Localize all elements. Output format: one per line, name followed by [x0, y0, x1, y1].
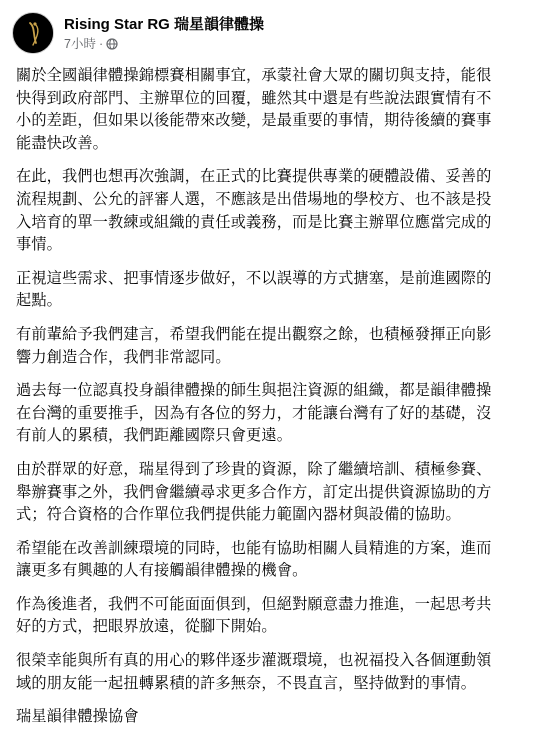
post-paragraph: [16, 593, 528, 638]
page-name[interactable]: Rising Star RG 瑞星韻律體操: [64, 15, 265, 33]
paragraph-line: 式；符合資格的合作單位我們提供能力範圍內器材與設備的協助。: [16, 505, 461, 524]
paragraph-line: 舉辦賽事之外，我們會繼續尋求更多合作方，訂定出提供資源協助的方: [16, 482, 492, 501]
globe-icon[interactable]: [106, 38, 118, 50]
paragraph-line: 由於群眾的好意，瑞星得到了珍貴的資源，除了繼續培訓、積極參賽、: [16, 459, 492, 478]
post-header: [12, 10, 528, 56]
paragraph-line: 作為後進者，我們不可能面面俱到，但絕對願意盡力推進，一起思考共: [16, 594, 492, 613]
paragraph-line: 快得到政府部門、主辦單位的回覆，雖然其中還是有些說法跟實情有不: [16, 88, 492, 107]
paragraph-line: 事情。: [16, 235, 63, 254]
paragraph-line: 流程規劃、公允的評審人選，不應該是出借場地的學校方、也不該是投: [16, 189, 492, 208]
paragraph-line: 起點。: [16, 291, 63, 310]
meta-separator: ·: [98, 36, 104, 51]
paragraph-line: 能盡快改善。: [16, 133, 109, 152]
paragraph-line: 希望能在改善訓練環境的同時，也能有協助相關人員精進的方案，進而: [16, 538, 492, 557]
post-paragraph: [16, 649, 528, 694]
paragraph-line: 瑞星韻律體操協會: [16, 707, 139, 726]
post-paragraph: [16, 537, 528, 582]
gymnast-logo-icon: [13, 13, 54, 54]
post-meta: [64, 36, 264, 52]
paragraph-line: 正視這些需求、把事情逐步做好，不以誤導的方式搪塞，是前進國際的: [16, 268, 492, 287]
post-timestamp[interactable]: 7小時: [64, 36, 96, 51]
paragraph-line: 有前人的累積，我們距離國際只會更遠。: [16, 426, 293, 445]
paragraph-line: 有前輩給予我們建言，希望我們能在提出觀察之餘，也積極發揮正向影: [16, 324, 492, 343]
paragraph-line: 域的朋友能一起扭轉累積的許多無奈，不畏直言，堅持做對的事情。: [16, 673, 477, 692]
post-paragraph: [16, 458, 528, 526]
post-paragraph: [16, 64, 528, 154]
post-body: [16, 64, 528, 739]
paragraph-line: 過去每一位認真投身韻律體操的師生與挹注資源的組織，都是韻律體操: [16, 381, 492, 400]
paragraph-line: 小的差距，但如果以後能帶來改變，是最重要的事情，期待後續的賽事: [16, 111, 492, 130]
paragraph-line: 響力創造合作，我們非常認同。: [16, 347, 231, 366]
paragraph-line: 很榮幸能與所有真的用心的夥伴逐步灌溉環境，也祝福投入各個運動領: [16, 651, 492, 670]
post-paragraph: [16, 379, 528, 447]
post-paragraph: [16, 267, 528, 312]
paragraph-line: 在台灣的重要推手，因為有各位的努力，才能讓台灣有了好的基礎，沒: [16, 403, 492, 422]
paragraph-line: 在此，我們也想再次強調，在正式的比賽提供專業的硬體設備、妥善的: [16, 167, 492, 186]
post-paragraph: [16, 165, 528, 255]
paragraph-line: 入培育的單一教練或組織的責任或義務，而是比賽主辦單位應當完成的: [16, 212, 492, 231]
paragraph-line: 關於全國韻律體操錦標賽相關事宜，承蒙社會大眾的關切與支持，能很: [16, 66, 492, 84]
paragraph-line: 好的方式，把眼界放遠，從腳下開始。: [16, 617, 277, 636]
page-avatar[interactable]: [12, 12, 54, 54]
post-paragraph: [16, 323, 528, 368]
paragraph-line: 讓更多有興趣的人有接觸韻律體操的機會。: [16, 561, 308, 580]
post-paragraph: [16, 705, 528, 728]
